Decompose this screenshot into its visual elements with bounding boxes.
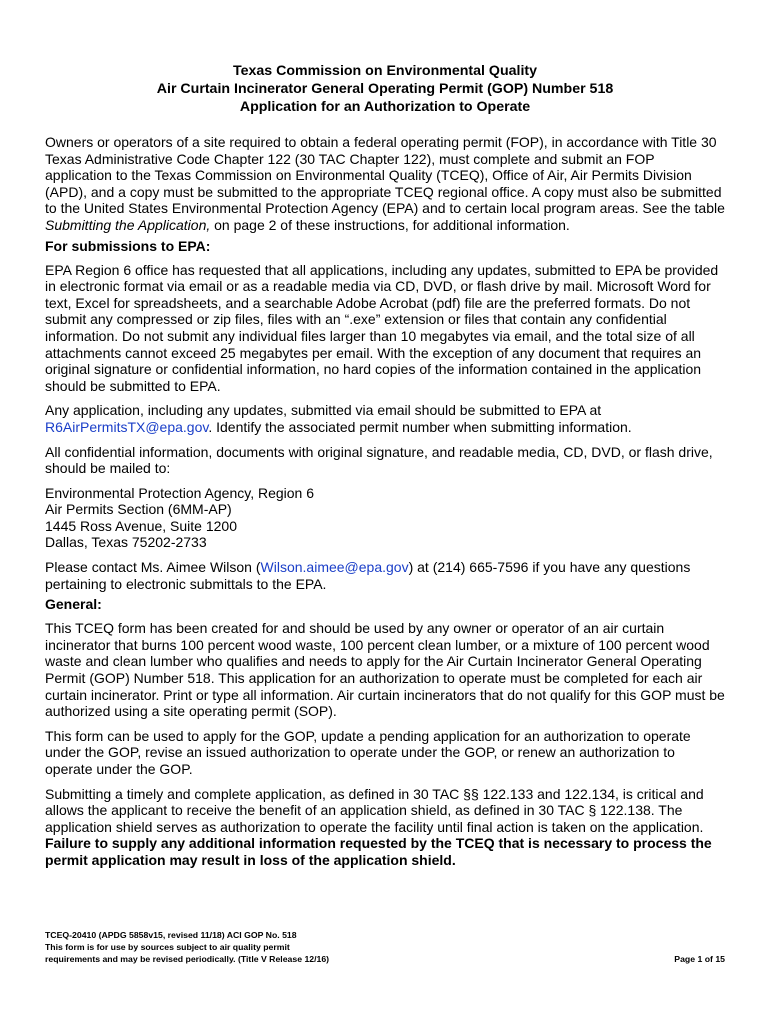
title-line-application: Application for an Authorization to Operate <box>239 99 531 115</box>
epa-paragraph-3: All confidential information, documents with original signature, and readable media, CD, DVD, or flash drive, should be mailed to: <box>45 443 713 477</box>
general-paragraph-1: This TCEQ form has been created for and should be used by any owner or operator of an air curtain incinerator that burns 100 percent wood waste, 100 percent clean lumber, or a mixture of 100 percent wood waste and clean lumber who qualifies and needs to apply for the Air Curtain Incinerator General Operating Permit (GOP) Number 518. This application for an authorization to operate must be completed for each air curtain incinerator. Print or type all information. Air curtain incinerators that do not qualify for this GOP must be authorized using a site operating permit (SOP). <box>45 620 725 720</box>
footer-form-id: TCEQ-20410 (APDG 5858v15, revised 11/18) ACI GOP No. 518 <box>45 930 297 940</box>
epa-paragraph-2 <box>45 402 725 435</box>
epa-p4-post: ) at (214) 665-7596 if you have any questions pertaining to electronic submittals to the EPA. <box>45 559 691 592</box>
mailing-address <box>45 485 725 551</box>
epa-heading: For submissions to EPA: <box>45 237 211 254</box>
footer-note-1: This form is for use by sources subject to air quality permit <box>45 942 290 952</box>
general-p3-warning: Failure to supply any additional information requested by the TCEQ that is necessary to process the permit application may result in loss of the application shield. <box>45 835 712 868</box>
address-line: Dallas, Texas 75202-2733 <box>45 534 207 551</box>
epa-email-link[interactable]: R6AirPermitsTX@epa.gov <box>45 418 209 435</box>
general-paragraph-3 <box>45 786 725 869</box>
epa-p2-post: . Identify the associated permit number when submitting information. <box>208 418 632 435</box>
intro-paragraph <box>45 134 725 234</box>
epa-p2-pre: Any application, including any updates, submitted via email should be submitted to EPA at <box>45 402 602 419</box>
title-line-agency: Texas Commission on Environmental Quality <box>232 63 538 79</box>
document-page <box>45 62 725 877</box>
title-line-permit: Air Curtain Incinerator General Operating Permit (GOP) Number 518 <box>156 81 614 97</box>
footer-note-2: requirements and may be revised periodically. (Title V Release 12/16) <box>45 954 330 964</box>
general-paragraph-2: This form can be used to apply for the GOP, update a pending application for an authorization to operate under the GOP, revise an issued authorization to operate under the GOP, or renew an authorization to operate under the GOP. <box>45 727 691 777</box>
address-line: 1445 Ross Avenue, Suite 1200 <box>45 517 238 534</box>
general-p3-text: Submitting a timely and complete application, as defined in 30 TAC §§ 122.133 and 122.134, is critical and allows the applicant to receive the benefit of an application shield, as defined in 30 TAC § 122.138. The application shield serves as authorization to operate the facility until final action is taken on the application. <box>45 785 704 835</box>
address-line: Environmental Protection Agency, Region 6 <box>45 484 315 501</box>
intro-text: Owners or operators of a site required to obtain a federal operating permit (FOP), in accordance with Title 30 Texas Administrative Code Chapter 122 (30 TAC Chapter 122), must complete and submit an FOP application to the Texas Commission on Environmental Quality (TCEQ), Office of Air, Air Permits Division (APD), and a copy must be submitted to the appropriate TCEQ regional office. A copy must also be submitted to the United States Environmental Protection Agency (EPA) and to certain local program areas. See the table <box>45 134 725 217</box>
intro-italic-ref: Submitting the Application, <box>45 216 211 233</box>
page-footer <box>45 929 725 965</box>
general-heading: General: <box>45 596 102 613</box>
intro-tail: on page 2 of these instructions, for additional information. <box>210 216 570 233</box>
contact-email-link[interactable]: Wilson.aimee@epa.gov <box>260 559 409 576</box>
address-line: Air Permits Section (6MM-AP) <box>45 501 232 518</box>
epa-p4-pre: Please contact Ms. Aimee Wilson ( <box>45 559 261 576</box>
page-number: Page 1 of 15 <box>674 954 725 964</box>
epa-paragraph-1: EPA Region 6 office has requested that all applications, including any updates, submitted to EPA be provided in electronic format via email or as a readable media via CD, DVD, or flash drive by mail. Microsoft Word for text, Excel for spreadsheets, and a searchable Adobe Acrobat (pdf) file are the preferred formats. Do not submit any compressed or zip files, files with an “.exe” extension or files that contain any confidential information. Do not submit any individual files larger than 10 megabytes via email, and the total size of all attachments cannot exceed 25 megabytes per email. With the exception of any document that requires an original signature or confidential information, no hard copies of the information contained in the application should be submitted to EPA. <box>45 261 719 394</box>
document-title <box>45 62 725 116</box>
epa-paragraph-4 <box>45 559 725 592</box>
